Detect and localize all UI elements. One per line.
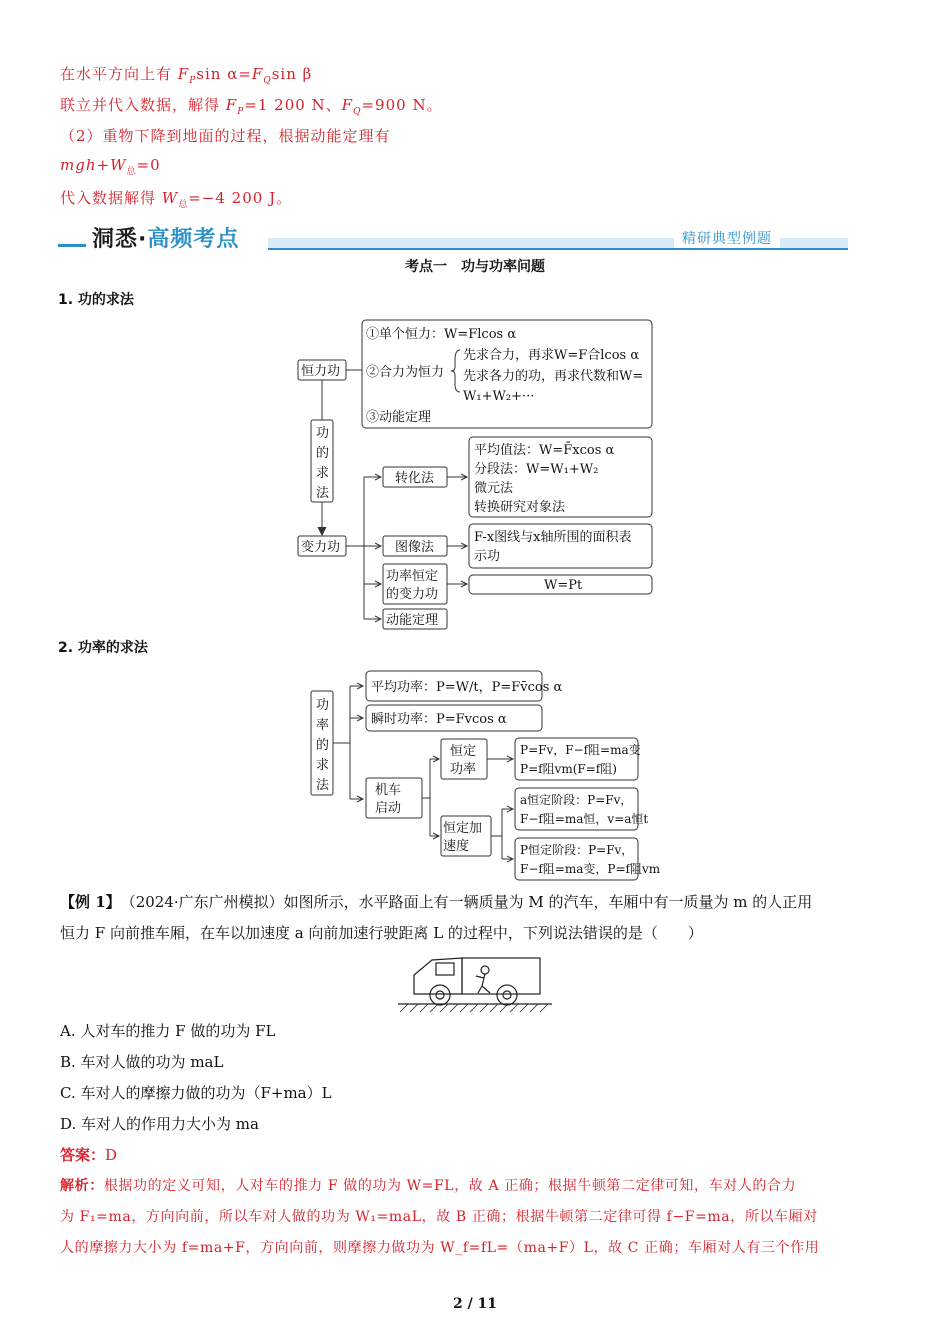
analysis-line-3: 人的摩擦力大小为 f=ma+F，方向向前，则摩擦力做功为 W_f=fL=（ma+F）L，故 C 正确；车厢对人有三个作用 [60,1240,820,1256]
truck-illustration [398,958,552,1012]
svg-text:W=Pt: W=Pt [544,578,583,593]
solution-line-1: 在水平方向上有 $F_P\sin$ $\alpha=F_Q\sin$ β [60,65,313,86]
svg-text:功: 功 [316,698,330,713]
label-constant-force: 恒力功 [301,364,341,379]
svg-text:求: 求 [316,758,330,773]
svg-text:恒定加: 恒定加 [443,821,483,836]
section-tag: 精研典型例题 [674,228,780,248]
solution-line-3: （2）重物下降到地面的过程，根据动能定理有 [60,127,391,145]
svg-text:微元法: 微元法 [474,481,514,496]
answer: 答案：D [60,1146,118,1164]
svg-text:先求合力，再求W=F合lcos α: 先求合力，再求W=F合lcos α [463,348,640,363]
svg-text:P恒定阶段：P=Fv，: P恒定阶段：P=Fv， [520,843,634,857]
option-a: A. 人对车的推力 F 做的功为 FL [60,1022,276,1040]
label-single-force: ①单个恒力：W=Flcos α [366,327,517,342]
svg-text:平均值法：W=F̄xcos α: 平均值法：W=F̄xcos α [474,443,615,458]
option-c: C. 车对人的摩擦力做的功为（F+ma）L [60,1084,332,1102]
label-variable-force: 变力功 [301,540,341,555]
solution-line-2: 联立并代入数据，解得 $F_P=1$ 200 N、$F_Q=900$ N。 [60,96,443,117]
svg-text:转换研究对象法: 转换研究对象法 [474,500,566,515]
subsection-power: 2. 功率的求法 [58,640,148,656]
svg-text:的变力功: 的变力功 [386,587,439,602]
svg-text:动能定理: 动能定理 [386,613,439,628]
svg-text:功: 功 [316,426,330,441]
label-resultant-force: ②合力为恒力 [366,365,445,380]
svg-text:W₁+W₂+···: W₁+W₂+··· [463,389,535,404]
svg-text:的: 的 [316,738,330,753]
svg-text:求: 求 [316,466,330,481]
svg-text:P=Fv，F−f阻=ma变: P=Fv，F−f阻=ma变 [520,743,641,757]
svg-text:a恒定阶段：P=Fv，: a恒定阶段：P=Fv， [520,793,633,807]
svg-text:F−f阻=ma恒，v=a恒t: F−f阻=ma恒，v=a恒t [520,812,649,826]
example-question: 【例 1】 （2024·广东广州模拟）如图所示，水平路面上有一辆质量为 M 的汽车，车厢中有一质量为 m 的人正用 恒力 F 向前推车厢，在车以加速度 a 向前加速行驶距离 L 的过程中，下列说法错误的是（ ） [60,893,813,942]
section-title: 洞悉·高频考点 [92,227,240,252]
svg-text:率: 率 [316,718,330,733]
analysis-line-1: 解析：根据功的定义可知，人对车的推力 F 做的功为 W=FL，故 A 正确；根据牛顿第二定律可知，车对人的合力 [60,1178,797,1194]
example-label: 【例 1】 [60,893,114,911]
svg-text:法: 法 [316,486,330,501]
label-average-power: 平均功率：P=W/t，P=Fv̄cos α [371,680,563,695]
svg-text:速度: 速度 [443,839,470,854]
topic-title: 考点一 功与功率问题 [405,259,545,275]
svg-text:机车: 机车 [375,783,402,798]
svg-text:恒定: 恒定 [450,744,477,759]
page-number: 2 / 11 [452,1296,498,1312]
svg-text:分段法：W=W₁+W₂: 分段法：W=W₁+W₂ [474,462,599,477]
svg-text:启动: 启动 [375,801,402,816]
svg-text:图像法: 图像法 [395,540,435,555]
svg-text:F-x图线与x轴所围的面积表: F-x图线与x轴所围的面积表 [474,530,632,545]
option-d: D. 车对人的作用力大小为 ma [60,1115,259,1133]
label-instant-power: 瞬时功率：P=Fvcos α [371,712,507,727]
svg-text:转化法: 转化法 [395,471,435,486]
svg-text:P=f阻vm(F=f阻): P=f阻vm(F=f阻) [520,762,617,776]
solution-line-5: 代入数据解得 $W_总=-4$ 200 J。 [60,189,293,210]
svg-text:③动能定理: ③动能定理 [366,410,432,425]
example-source: （2024·广东广州模拟） [128,893,284,911]
analysis-line-2: 为 F₁=ma，方向向前，所以车对人做的功为 W₁=maL，故 B 正确；根据牛顿第二定律可得 f−F=ma，所以车厢对 [60,1209,818,1225]
svg-text:功率恒定: 功率恒定 [386,569,439,584]
svg-text:的: 的 [316,446,330,461]
svg-text:法: 法 [316,778,330,793]
subsection-work: 1. 功的求法 [58,292,134,308]
svg-text:先求各力的功，再求代数和W=: 先求各力的功，再求代数和W= [463,369,644,384]
solution-line-4: $mgh+W_总=0$ [60,156,161,177]
svg-text:示功: 示功 [474,549,501,564]
option-b: B. 车对人做的功为 maL [60,1053,224,1071]
svg-text:功率: 功率 [450,762,477,777]
svg-text:F−f阻=ma变，P=f阻vm: F−f阻=ma变，P=f阻vm [520,862,661,876]
